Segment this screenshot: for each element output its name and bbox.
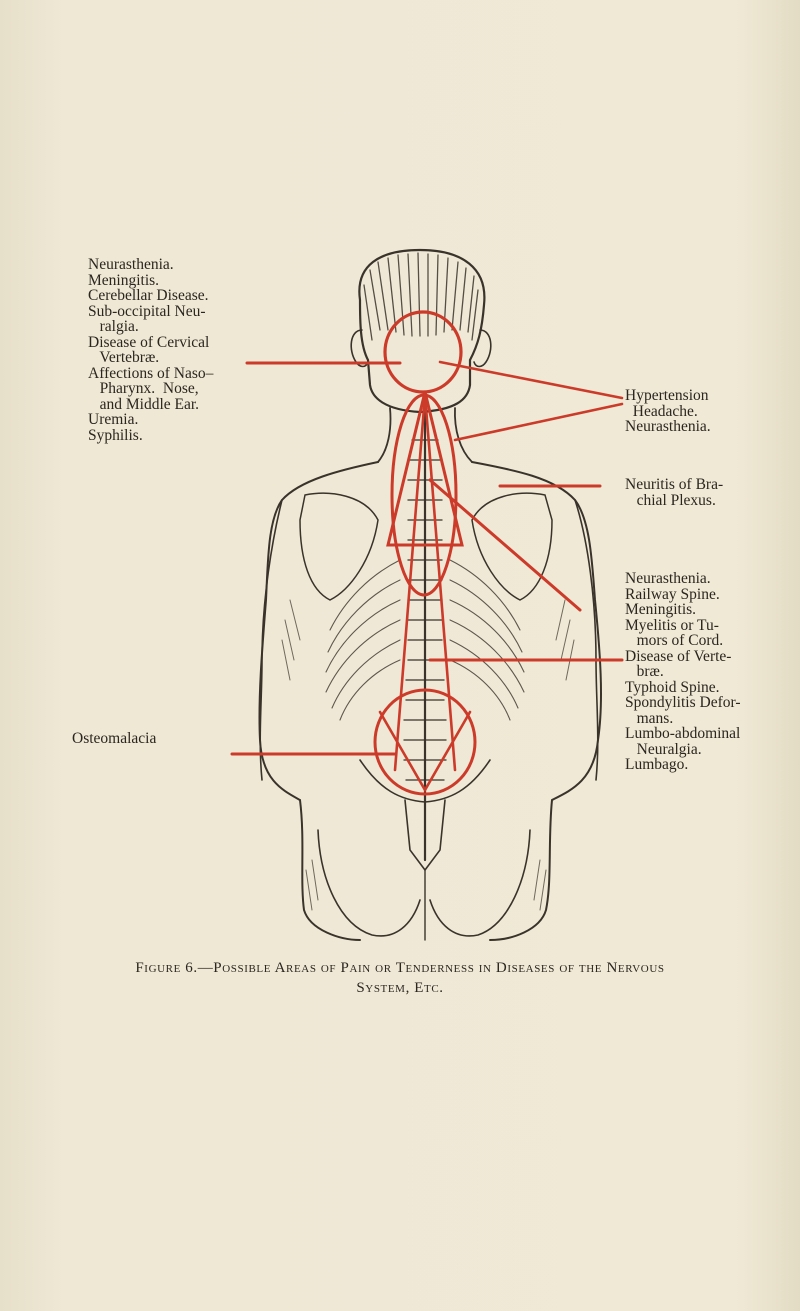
spine-label-line: Lumbo-abdominal [625,725,741,742]
hair-hatching [364,253,478,340]
left-label-line: Uremia. [88,411,139,428]
neuritis-label-line: Neuritis of Bra- [625,476,724,493]
hypertension-label-line: Hypertension [625,387,709,404]
spine-label-line: Lumbago. [625,756,689,773]
neck-left [378,408,391,462]
figure-caption [0,958,800,998]
spine-label-line: mans. [625,709,674,727]
spine-label-line: Myelitis or Tu- [625,616,719,634]
left-label-line: Affections of Naso– [88,364,214,382]
caption-line: Figure 6.—Possible Areas of Pain or Tenderness in Diseases of the Nervous [135,960,665,976]
spine-label-line: Spondylitis Defor- [625,694,741,711]
left-label-line: Meningitis. [88,271,160,289]
osteomalacia-text: Osteomalacia [72,730,157,747]
neck-right [455,408,472,462]
spine-label-line: Disease of Verte- [625,647,732,665]
left-scapula [300,493,378,600]
right-arm [575,500,598,780]
left-label-line: Disease of Cervical [88,333,210,351]
neuritis-label-line: chial Plexus. [625,491,716,509]
pain-area-markers [232,312,622,794]
hypertension-label-line: Headache. [625,402,698,420]
back-engraving [259,250,601,940]
spine-label-line: bræ. [625,663,664,680]
left-label-line: Neurasthenia. [88,256,174,273]
left-label-line: Pharynx. Nose, [88,380,199,397]
spine-label-line: Meningitis. [625,601,697,618]
torso-left-outline [259,462,378,940]
spine-label-line: Neurasthenia. [625,570,711,587]
hypertension-list [625,388,711,435]
left-label-line: ralgia. [88,318,139,335]
neuritis-list [625,477,723,508]
left-diseases-list [88,257,258,443]
spine-label-line: Typhoid Spine. [625,678,720,696]
left-label-line: Syphilis. [88,426,143,444]
right-scapula [472,493,552,600]
left-label-line: Cerebellar Disease. [88,287,209,304]
left-label-line: Vertebræ. [88,349,160,366]
spine-label-line: Neuralgia. [625,740,702,758]
leader-hypertension-lower [455,404,622,440]
hypertension-label-line: Neurasthenia. [625,418,711,435]
spine-diseases-list [625,571,741,773]
left-label-line: and Middle Ear. [88,395,200,413]
occipital-circle [385,312,461,392]
spine-label-line: mors of Cord. [625,632,724,649]
spine-label-line: Railway Spine. [625,585,720,603]
osteomalacia-label [72,731,156,747]
buttock-right [430,830,530,936]
left-ear [351,330,368,367]
left-label-line: Sub-occipital Neu- [88,302,206,320]
buttock-left [318,830,420,936]
caption-line: System, Etc. [356,980,444,996]
